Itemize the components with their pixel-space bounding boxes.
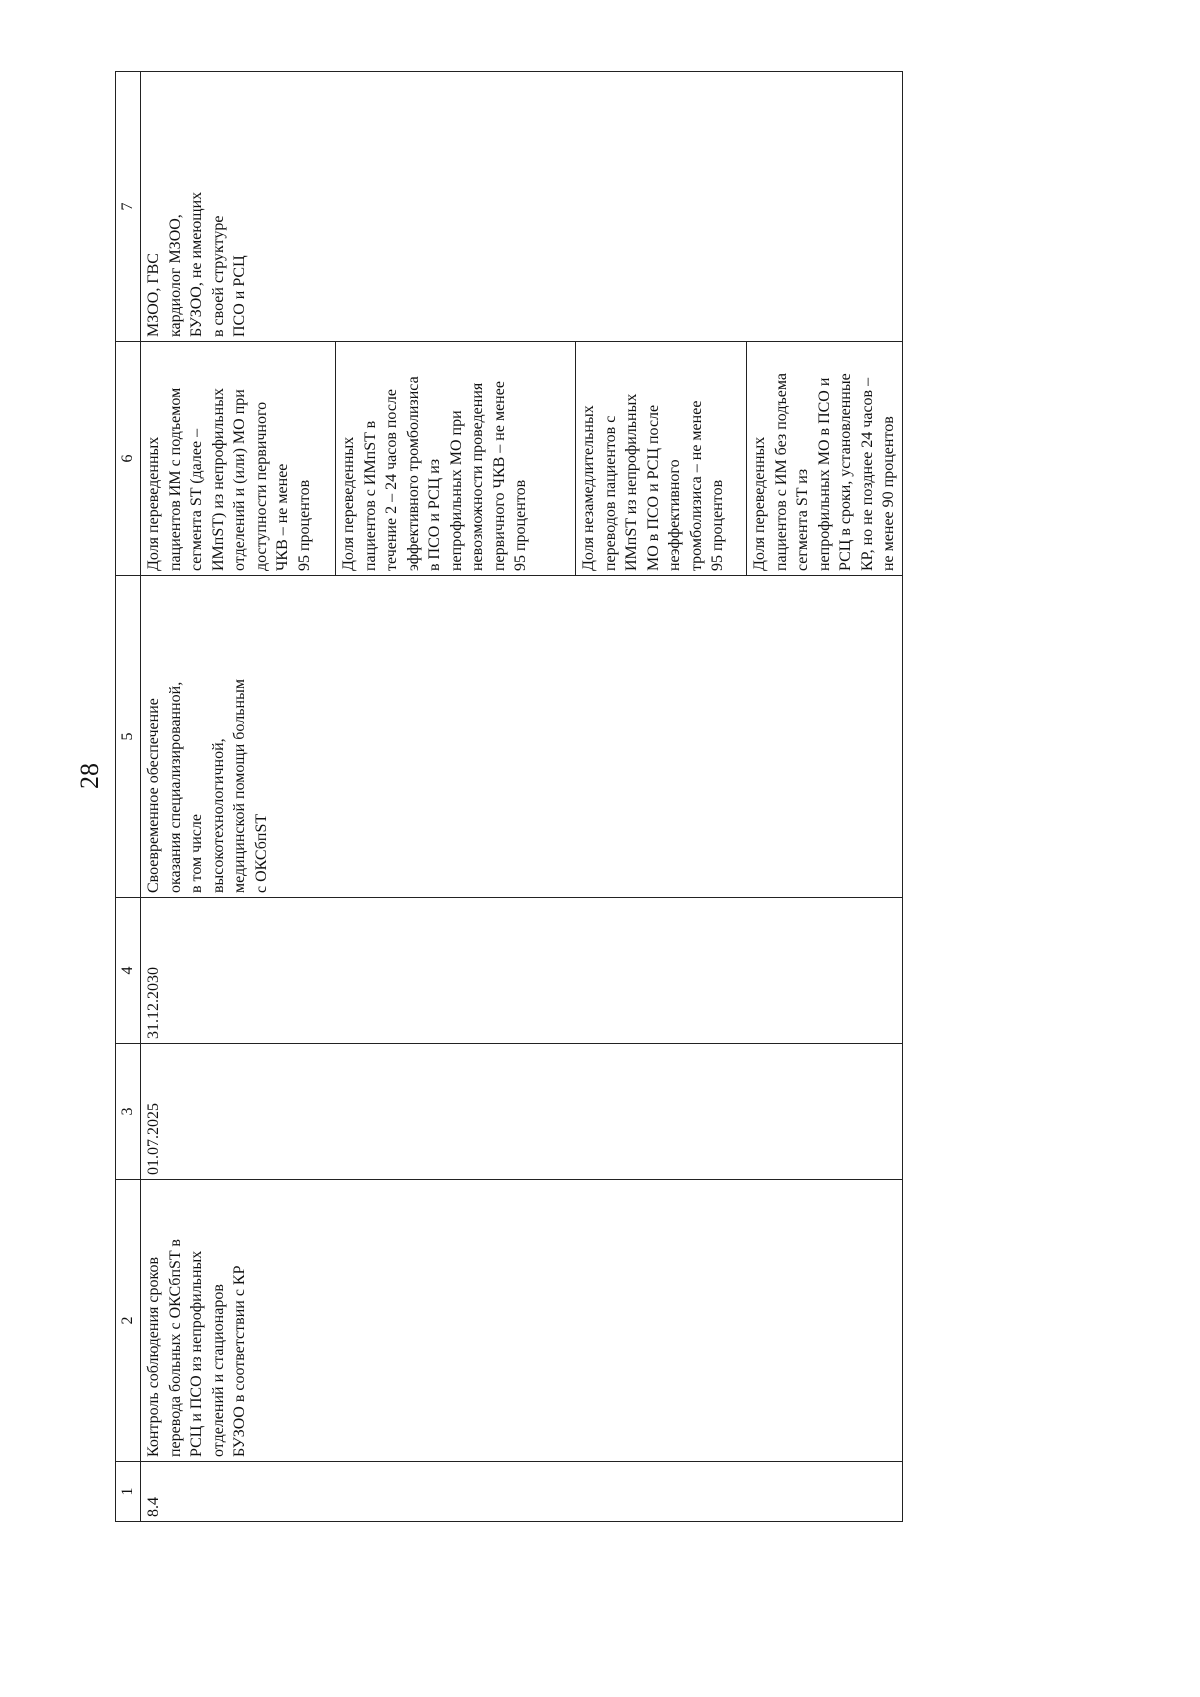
- table-frame: [115, 72, 897, 1522]
- page-number-text: 28: [75, 763, 104, 789]
- indicator-item: Доля переведенных пациентов ИМ с подъемом сегмента ST (далее – ИМпST) из непрофильных отделений и (или) МО при доступности первичного ЧКВ – не менее 95 процентов: [141, 342, 336, 575]
- end-date-cell: [141, 898, 903, 1044]
- row-number-cell: [141, 1462, 903, 1522]
- header-col-1: 1: [116, 1462, 141, 1522]
- indicators-stack: [141, 342, 902, 575]
- end-date: 31.12.2030: [145, 967, 162, 1039]
- header-col-5: 5: [116, 576, 141, 898]
- header-col-6: 6: [116, 342, 141, 576]
- header-col-3: 3: [116, 1044, 141, 1180]
- plan-table: [115, 71, 903, 1522]
- event-cell: [141, 1180, 903, 1462]
- start-date: 01.07.2025: [145, 1103, 162, 1175]
- indicator-item: Доля переведенных пациентов с ИМ без подъема сегмента ST из непрофильных МО в ПСО и РСЦ в сроки, установленные КР, но не позднее 24 часов – не менее 90 процентов: [751, 373, 897, 571]
- header-col-4: 4: [116, 898, 141, 1044]
- indicator-item: Доля переведенных пациентов с ИМпST в течение 2 – 24 часов после эффективного тромболизиса в ПСО и РСЦ из непрофильных МО при невозможности проведения первичного ЧКВ – не менее 95 процентов: [336, 342, 576, 575]
- responsible-cell: [141, 72, 903, 342]
- result-cell: [141, 576, 903, 898]
- table-row: [141, 72, 903, 1522]
- header-col-2: 2: [116, 1180, 141, 1462]
- row-number: 8.4: [145, 1497, 162, 1517]
- header-row: [116, 72, 141, 1522]
- indicator-item: Доля незамедлительных переводов пациентов с ИМпST из непрофильных МО в ПСО и РСЦ после неэффективного тромболизиса – не менее 95 процентов: [576, 342, 747, 575]
- responsible-text: МЗОО, ГВС кардиолог МЗОО, БУЗОО, не имеющих в своей структуре ПСО и РСЦ: [145, 191, 248, 337]
- indicators-cell: [141, 342, 903, 576]
- result-text: Своевременное обеспечение оказания специализированной, в том числе высокотехнологичной, медицинской помощи больным с ОКСбпST: [145, 679, 270, 893]
- start-date-cell: [141, 1044, 903, 1180]
- header-col-7: 7: [116, 72, 141, 342]
- event-text: Контроль соблюдения сроков перевода больных с ОКСбпST в РСЦ и ПСО из непрофильных отделений и стационаров БУЗОО в соответствии с КР: [145, 1239, 248, 1457]
